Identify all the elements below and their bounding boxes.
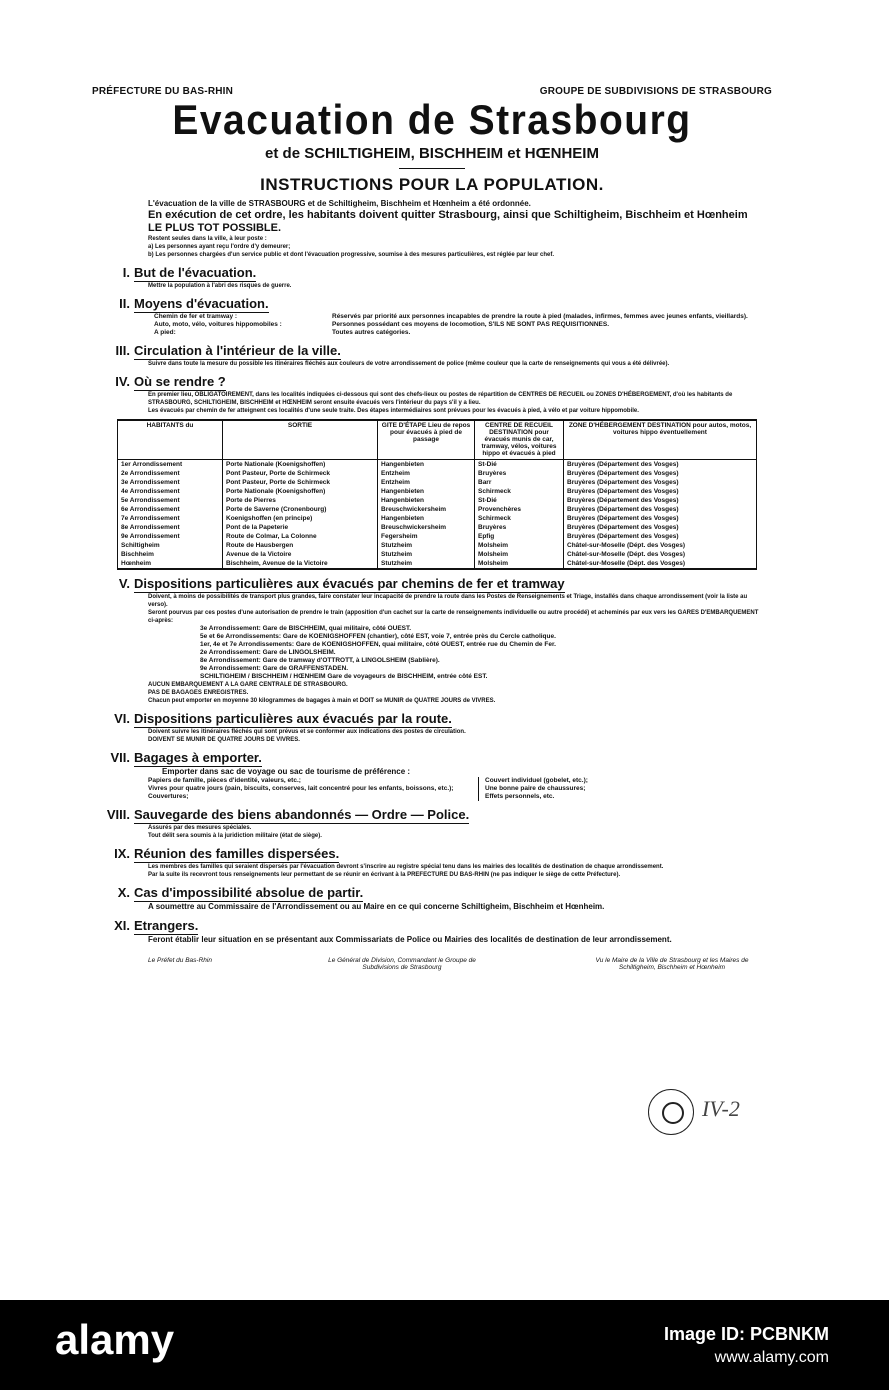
section-1-text: Mettre la population à l'abri des risques de guerre.	[148, 283, 292, 289]
signature-prefect: Le Préfet du Bas-Rhin	[148, 957, 212, 964]
table-cell: Entzheim	[378, 469, 475, 478]
table-cell: Bruyères (Département des Vosges)	[564, 469, 757, 478]
table-cell: Breuschwickersheim	[378, 523, 475, 532]
signature-general: Le Général de Division, Commandant le Groupe de Subdivisions de Strasbourg	[328, 957, 476, 971]
means-value: Personnes possédant ces moyens de locomotion, S'ILS NE SONT PAS REQUISITIONNES.	[332, 321, 610, 328]
table-cell: Entzheim	[378, 478, 475, 487]
image-id-code: Image ID: PCBNKM	[663, 1324, 829, 1344]
table-row	[118, 460, 757, 470]
table-cell: Barr	[475, 478, 564, 487]
signature-mayor: Vu le Maire de la Ville de Strasbourg et les Maires de Schiltigheim, Bischheim et Hœnheim	[595, 957, 749, 971]
section-8	[92, 807, 772, 824]
table-row	[118, 541, 757, 550]
table-cell: Bruyères (Département des Vosges)	[564, 460, 757, 470]
table-cell: Molsheim	[475, 559, 564, 569]
instructions-heading: INSTRUCTIONS POUR LA POPULATION.	[260, 175, 604, 194]
table-row	[118, 550, 757, 559]
header-right: GROUPE DE SUBDIVISIONS DE STRASBOURG	[539, 86, 772, 97]
station-5: 8e Arrondissement: Gare de tramway d'OTTROTT, à LINGOLSHEIM (Sablière).	[200, 657, 440, 664]
table-cell: Molsheim	[475, 550, 564, 559]
table-cell: Avenue de la Victoire	[223, 550, 378, 559]
means-value: Réservés par priorité aux personnes incapables de prendre la route à pied (malades, infirmes, femmes avec jeunes enfants, vieillards).	[332, 313, 748, 320]
luggage-item: Couvert individuel (gobelet, etc.);	[485, 777, 588, 784]
table-cell: Bruyères (Département des Vosges)	[564, 532, 757, 541]
signatures	[148, 957, 752, 971]
section-num: IV.	[115, 374, 130, 389]
table-cell: Châtel-sur-Moselle (Dépt. des Vosges)	[564, 559, 757, 569]
section-num: VII.	[110, 750, 130, 765]
section-num: III.	[115, 343, 130, 358]
table-cell: Porte de Saverne (Cronenbourg)	[223, 505, 378, 514]
section-title: Dispositions particulières aux évacués par chemins de fer et tramway	[134, 576, 565, 591]
luggage-item: Une bonne paire de chaussures;	[485, 785, 586, 792]
intro-line-3: Restent seules dans la ville, à leur poste :	[148, 236, 267, 242]
section-3	[92, 343, 772, 360]
station-7: SCHILTIGHEIM / BISCHHEIM / HŒNHEIM Gare de voyageurs de BISCHHEIM, entrée côté EST.	[200, 673, 488, 680]
destinations-table	[117, 419, 757, 570]
table-row	[118, 505, 757, 514]
station-2: 5e et 6e Arrondissements: Gare de KOENIGSHOFFEN (chantier), côté EST, voie 7, entrée près du Cercle catholique.	[200, 633, 556, 640]
section-5-text-5: Chacun peut emporter en moyenne 30 kilogrammes de bagages à main et DOIT se MUNIR de QUATRE JOURS de VIVRES.	[148, 698, 496, 704]
section-1	[92, 265, 772, 282]
section-num: II.	[119, 296, 130, 311]
table-cell: Provenchères	[475, 505, 564, 514]
section-5-text-1: Doivent, à moins de possibilités de transport plus grandes, faire constater leur incapacité de prendre la route dans les Postes de Renseignements et Triage, installés dans chaque arrondissement (voir la liste au verso).	[148, 594, 748, 608]
table-cell: 3e Arrondissement	[118, 478, 223, 487]
table-cell: Koenigshoffen (en principe)	[223, 514, 378, 523]
section-9	[92, 846, 772, 863]
table-cell: Bischheim	[118, 550, 223, 559]
table-cell: 2e Arrondissement	[118, 469, 223, 478]
table-cell: St-Dié	[475, 460, 564, 470]
table-row	[118, 496, 757, 505]
means-label: Chemin de fer et tramway :	[154, 313, 238, 320]
col-header: GITE D'ÉTAPE Lieu de repos pour évacués à pied de passage	[378, 420, 475, 460]
table-cell: 8e Arrondissement	[118, 523, 223, 532]
section-num: V.	[118, 576, 130, 591]
section-10-text: A soumettre au Commissaire de l'Arrondissement ou au Maire en ce qui concerne Schiltigheim, Bischheim et Hœnheim.	[148, 902, 605, 911]
section-num: I.	[122, 265, 130, 280]
table-cell: Bruyères (Département des Vosges)	[564, 487, 757, 496]
table-cell: Pont Pasteur, Porte de Schirmeck	[223, 478, 378, 487]
section-title: Dispositions particulières aux évacués par la route.	[134, 711, 452, 726]
section-title: But de l'évacuation.	[134, 265, 257, 280]
table-cell: Route de Colmar, La Colonne	[223, 532, 378, 541]
luggage-item: Papiers de famille, pièces d'identité, valeurs, etc.;	[148, 777, 301, 784]
station-4: 2e Arrondissement: Gare de LINGOLSHEIM.	[200, 649, 336, 656]
section-11	[92, 918, 772, 935]
table-cell: Pont de la Papeterie	[223, 523, 378, 532]
poster-subtitle: et de SCHILTIGHEIM, BISCHHEIM et HŒNHEIM	[265, 145, 599, 162]
table-cell: Bruyères (Département des Vosges)	[564, 496, 757, 505]
table-cell: 9e Arrondissement	[118, 532, 223, 541]
table-cell: Bruyères (Département des Vosges)	[564, 505, 757, 514]
section-num: VIII.	[106, 807, 130, 822]
section-9-text-2: Par la suite ils recevront tous renseignements leur permettant de se réunir en écrivant à la PREFECTURE DU BAS-RHIN (ne pas indiquer le siège de cette Préfecture).	[148, 872, 621, 878]
section-title: Où se rendre ?	[134, 374, 226, 389]
table-cell: Molsheim	[475, 541, 564, 550]
table-cell: Stutzheim	[378, 541, 475, 550]
luggage-right	[478, 777, 772, 801]
section-11-text: Feront établir leur situation en se présentant aux Commissariats de Police ou Mairies des localités de destination de leur arrondissement.	[148, 935, 672, 944]
col-header: CENTRE DE RECUEIL DESTINATION pour évacués munis de car, tramway, vélos, voitures hippo et évacués à pied	[475, 420, 564, 460]
means-label: A pied:	[154, 329, 176, 336]
section-title: Etrangers.	[134, 918, 199, 933]
luggage-item: Vivres pour quatre jours (pain, biscuits, conserves, lait concentré pour les enfants, boissons, etc.);	[148, 785, 454, 792]
luggage-heading: Emporter dans sac de voyage ou sac de tourisme de préférence :	[162, 767, 411, 776]
section-title: Circulation à l'intérieur de la ville.	[134, 343, 341, 358]
table-cell: Stutzheim	[378, 550, 475, 559]
table-cell: Hœnheim	[118, 559, 223, 569]
intro-line-5: b) Les personnes chargées d'un service public et dont l'évacuation progressive, soumise à des mesures particulières, est réglée par leur chef.	[148, 252, 555, 258]
section-title: Moyens d'évacuation.	[134, 296, 269, 311]
handwritten-mark: IV-2	[702, 1096, 740, 1121]
luggage-left	[148, 777, 478, 801]
table-cell: 4e Arrondissement	[118, 487, 223, 496]
table-row	[118, 478, 757, 487]
intro-line-4: a) Les personnes ayant reçu l'ordre d'y demeurer;	[148, 244, 291, 250]
luggage-list	[148, 777, 772, 801]
section-5-text-2: Seront pourvus par ces postes d'une autorisation de prendre le train (apposition d'un cachet sur la carte de renseignements individuelle ou autre procédé) et acheminés par eux vers les GARES D'EMBARQUEMENT ci-après:	[148, 610, 759, 624]
table-row	[118, 532, 757, 541]
table-row	[118, 523, 757, 532]
section-7	[92, 750, 772, 767]
section-4-text-2: Les évacués par chemin de fer atteignent ces localités d'une seule traite. Des étapes intermédiaires sont prévues pour les évacués à pied, à vélo et par voiture hippomobile.	[148, 408, 639, 414]
table-cell: 1er Arrondissement	[118, 460, 223, 470]
table-row	[118, 514, 757, 523]
image-url: www.alamy.com	[714, 1349, 829, 1366]
section-title: Bagages à emporter.	[134, 750, 262, 765]
table-row	[118, 487, 757, 496]
table-row	[118, 559, 757, 569]
table-cell: St-Dié	[475, 496, 564, 505]
section-num: VI.	[114, 711, 130, 726]
table-cell: Porte Nationale (Koenigshoffen)	[223, 487, 378, 496]
archive-stamp	[648, 1089, 694, 1135]
table-cell: Bruyères (Département des Vosges)	[564, 523, 757, 532]
divider	[399, 168, 465, 169]
station-3: 1er, 4e et 7e Arrondissements: Gare de KOENIGSHOFFEN, quai militaire, côté OUEST, entrée rue du Chemin de Fer.	[200, 641, 556, 648]
alamy-logo: alamy	[55, 1316, 175, 1363]
station-1: 3e Arrondissement: Gare de BISCHHEIM, quai militaire, côté OUEST.	[200, 625, 412, 632]
section-title: Sauvegarde des biens abandonnés — Ordre — Police.	[134, 807, 470, 822]
section-4-text-1: En premier lieu, OBLIGATOIREMENT, dans les localités indiquées ci-dessous qui sont des chefs-lieux ou postes de répartition de CENTRES DE RECUEIL ou ZONES D'HÉBERGEMENT, d'où les habitants de STRASBOURG, SCHILTIGHEIM, BISCHHEIM et HŒNHEIM seront ensuite évacués vers l'intérieur du pays s'il y a lieu.	[148, 392, 733, 406]
section-2	[92, 296, 772, 313]
table-cell: Bruyères	[475, 469, 564, 478]
means-label: Auto, moto, vélo, voitures hippomobiles :	[154, 321, 282, 328]
section-4	[92, 374, 772, 391]
table-cell: Hangenbieten	[378, 487, 475, 496]
table-cell: Châtel-sur-Moselle (Dépt. des Vosges)	[564, 541, 757, 550]
section-6	[92, 711, 772, 728]
means-table	[154, 313, 772, 337]
section-6-text-2: DOIVENT SE MUNIR DE QUATRE JOURS DE VIVRES.	[148, 737, 300, 743]
table-cell: Stutzheim	[378, 559, 475, 569]
intro-line-2: En exécution de cet ordre, les habitants doivent quitter Strasbourg, ainsi que Schiltigheim, Bischheim et Hœnheim LE PLUS TOT POSSIBLE.	[148, 209, 748, 234]
luggage-item: Couvertures;	[148, 793, 189, 800]
col-header: ZONE D'HÉBERGEMENT DESTINATION pour autos, motos, voitures hippo éventuellement	[564, 420, 757, 460]
section-10	[92, 885, 772, 902]
table-cell: 5e Arrondissement	[118, 496, 223, 505]
section-6-text-1: Doivent suivre les itinéraires fléchés qui sont prévus et se conformer aux indications des postes de circulation.	[148, 729, 466, 735]
section-8-text-2: Tout délit sera soumis à la juridiction militaire (état de siège).	[148, 833, 322, 839]
section-3-text: Suivre dans toute la mesure du possible les itinéraires fléchés aux couleurs de votre arrondissement de police (même couleur que la carte de renseignements qui vous a été délivrée).	[148, 361, 670, 367]
table-cell: Porte de Pierres	[223, 496, 378, 505]
table-cell: Breuschwickersheim	[378, 505, 475, 514]
table-cell: Bischheim, Avenue de la Victoire	[223, 559, 378, 569]
section-5	[92, 576, 772, 593]
section-title: Réunion des familles dispersées.	[134, 846, 340, 861]
poster-header	[92, 86, 772, 97]
table-cell: Châtel-sur-Moselle (Dépt. des Vosges)	[564, 550, 757, 559]
table-cell: Route de Hausbergen	[223, 541, 378, 550]
section-num: X.	[117, 885, 130, 900]
table-cell: Bruyères (Département des Vosges)	[564, 478, 757, 487]
poster-title: Evacuation de Strasbourg	[172, 97, 692, 144]
station-6: 9e Arrondissement: Gare de GRAFFENSTADEN.	[200, 665, 349, 672]
section-9-text-1: Les membres des familles qui seraient dispersés par l'évacuation devront s'inscrire au registre spécial tenu dans les mairies des localités de destination de chaque arrondissement.	[148, 864, 664, 870]
table-cell: 6e Arrondissement	[118, 505, 223, 514]
header-left: PRÉFECTURE DU BAS-RHIN	[92, 86, 234, 97]
image-id	[664, 1322, 829, 1370]
table-header-row	[118, 420, 757, 460]
col-header: SORTIE	[223, 420, 378, 460]
section-5-text-4: PAS DE BAGAGES ENREGISTRES.	[148, 690, 249, 696]
section-title: Cas d'impossibilité absolue de partir.	[134, 885, 364, 900]
table-cell: Porte Nationale (Koenigshoffen)	[223, 460, 378, 470]
table-row	[118, 469, 757, 478]
luggage-item: Effets personnels, etc.	[485, 793, 555, 800]
table-cell: Schirmeck	[475, 487, 564, 496]
intro-line-1: L'évacuation de la ville de STRASBOURG et de Schiltigheim, Bischheim et Hœnheim a été ordonnée.	[148, 199, 531, 208]
table-cell: Epfig	[475, 532, 564, 541]
table-cell: Bruyères	[475, 523, 564, 532]
section-num: XI.	[114, 918, 130, 933]
table-cell: Schiltigheim	[118, 541, 223, 550]
table-cell: Pont Pasteur, Porte de Schirmeck	[223, 469, 378, 478]
table-cell: 7e Arrondissement	[118, 514, 223, 523]
means-value: Toutes autres catégories.	[332, 329, 411, 336]
section-5-text-3: AUCUN EMBARQUEMENT A LA GARE CENTRALE DE STRASBOURG.	[148, 682, 348, 688]
table-cell: Hangenbieten	[378, 496, 475, 505]
section-num: IX.	[114, 846, 130, 861]
table-cell: Hangenbieten	[378, 460, 475, 470]
table-cell: Fegersheim	[378, 532, 475, 541]
table-cell: Bruyères (Département des Vosges)	[564, 514, 757, 523]
col-header: HABITANTS du	[118, 420, 223, 460]
table-cell: Hangenbieten	[378, 514, 475, 523]
table-cell: Schirmeck	[475, 514, 564, 523]
section-8-text-1: Assurés par des mesures spéciales.	[148, 825, 252, 831]
evacuation-poster	[92, 78, 772, 1208]
